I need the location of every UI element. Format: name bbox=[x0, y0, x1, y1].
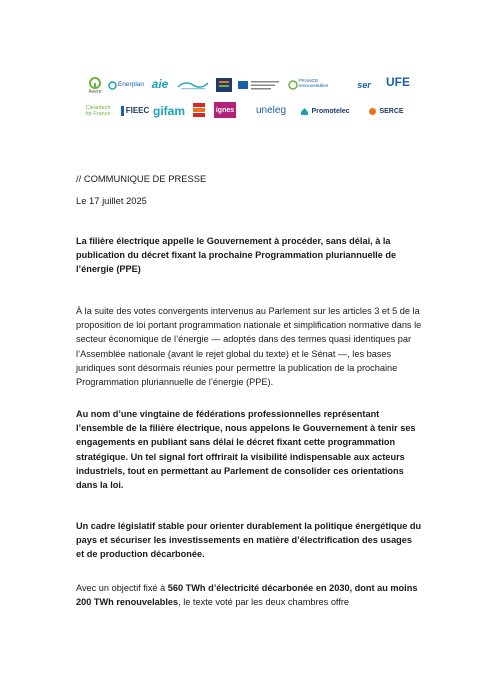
federation-logo-2 bbox=[214, 76, 234, 94]
paragraph-1: À la suite des votes convergents intervenus au Parlement sur les articles 3 et 5 de la proposition de loi portant programmation nationale et simplification normative dans le secteur économique de l’énergie — adoptés dans des termes quasi identiques par l’Assemblée nationale (avant le rejet global du texte) et le Sénat —, les bases juridiques sont désormais réunies pour permettre la publication de la prochaine Programmation pluriannuelle de l’énergie (PPE). bbox=[76, 306, 422, 388]
document-title: La filière électrique appelle le Gouvernement à procéder, sans délai, à la publication du décret fixant la prochaine Programmation pluriannuelle de l’énergie (PPE) bbox=[76, 236, 397, 275]
release-date: Le 17 juillet 2025 bbox=[76, 195, 147, 206]
avere-icon bbox=[89, 77, 101, 89]
federation-logo-1 bbox=[176, 78, 210, 92]
federation-logo-3 bbox=[237, 78, 281, 92]
paragraph-4-start: Avec un objectif fixé à bbox=[76, 583, 168, 593]
gifam-logo: gifam bbox=[152, 104, 185, 118]
uneleg-logo: uneleg bbox=[255, 105, 287, 116]
paragraph-4-bold: 560 TWh d’électricité décarbonée en 2030, dont au moins 200 TWh renouvelables bbox=[76, 583, 418, 608]
ufe-logo: UFE bbox=[386, 75, 410, 89]
ser-logo: ser bbox=[357, 79, 371, 90]
federation-logo-4 bbox=[192, 102, 206, 120]
enerplan-logo: Enerplan bbox=[108, 78, 144, 92]
star-icon bbox=[368, 107, 377, 116]
serce-logo: SERCE bbox=[366, 104, 406, 118]
paragraph-4 bbox=[76, 581, 422, 609]
cleantech-logo: Cleantech for France bbox=[85, 104, 111, 117]
ignes-logo: ignes bbox=[214, 102, 236, 118]
wave-icon bbox=[177, 79, 209, 91]
aie-logo: aie bbox=[151, 77, 169, 91]
circle-icon bbox=[288, 80, 298, 90]
partner-logos bbox=[84, 74, 414, 126]
enerplan-icon bbox=[108, 81, 117, 90]
emblem-icon bbox=[215, 77, 233, 93]
flag-icon bbox=[193, 103, 205, 119]
paragraph-3: Un cadre législatif stable pour orienter durablement la politique énergétique du pays et sécuriser les investissements en matière d’électrification des usages et de production décarbonée. bbox=[76, 521, 422, 560]
house-icon bbox=[300, 107, 309, 116]
fieec-logo: FIEEC bbox=[120, 105, 150, 117]
lines-icon bbox=[238, 79, 280, 91]
paragraph-2: Au nom d’une vingtaine de fédérations professionnelles représentant l’ensemble de la filière électrique, nous appelons le Gouvernement à tenir ses engagements en publiant sans délai le décret fixant cette programmation stratégique. Un tel signal fort offrirait la visibilité indispensable aux acteurs industriels, tout en permettant au Parlement de consolider ces orientations dans la loi. bbox=[76, 409, 416, 491]
avere-logo: Avere bbox=[84, 74, 106, 98]
france-renouvelables-logo: FRANCE renouvelables bbox=[287, 78, 325, 92]
promotelec-logo: Promotelec bbox=[300, 104, 350, 118]
paragraph-4-end: , le texte voté par les deux chambres offre bbox=[178, 597, 350, 608]
press-release-label: // COMMUNIQUE DE PRESSE bbox=[76, 173, 207, 184]
